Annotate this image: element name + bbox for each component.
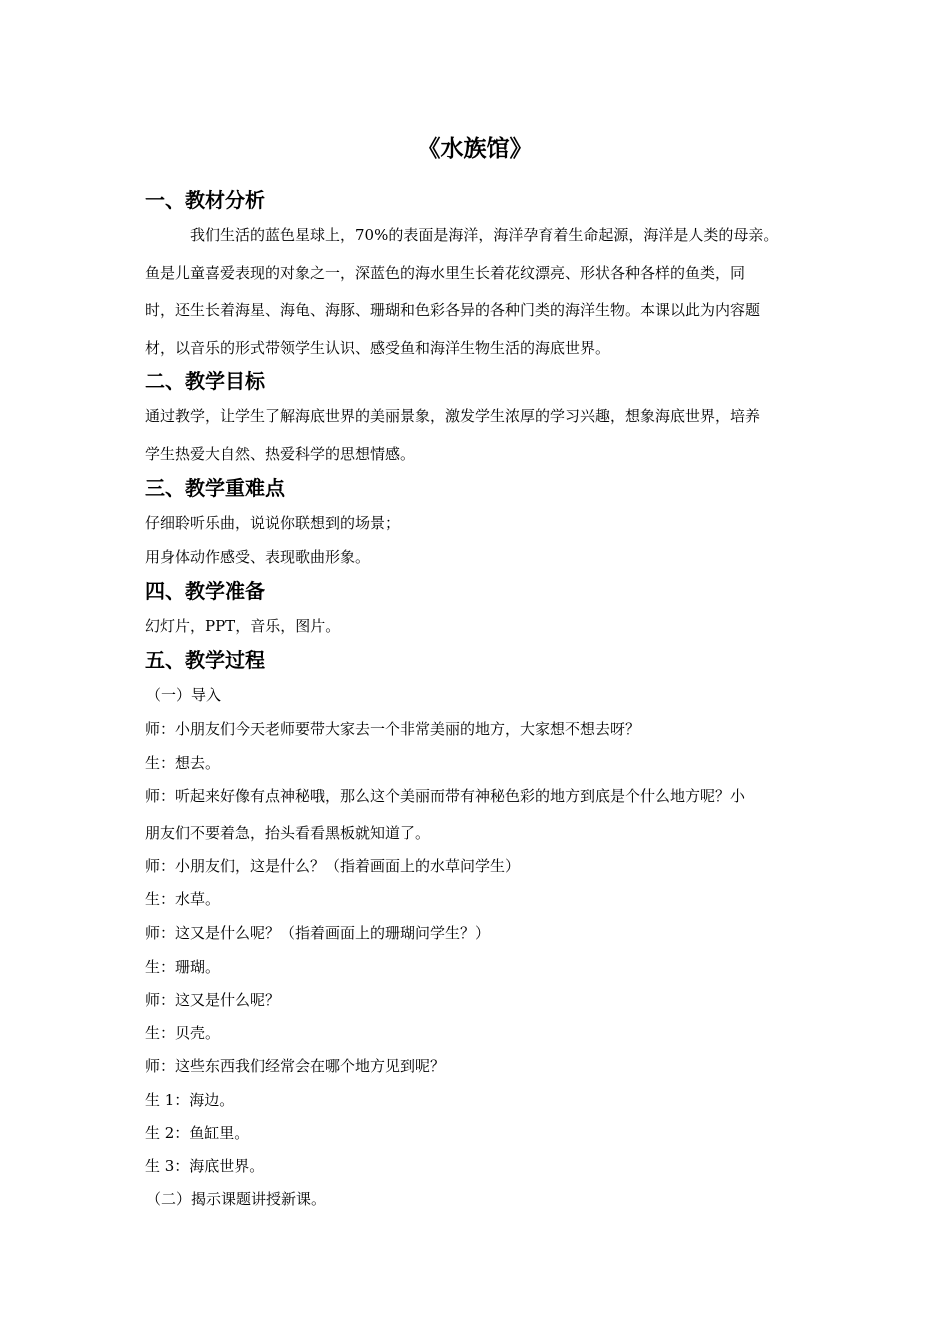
section-heading-teaching-process: 五、教学过程 <box>145 648 265 672</box>
dialogue-line: 生：贝壳。 <box>145 1024 221 1042</box>
dialogue-line: 生 3：海底世界。 <box>145 1157 265 1175</box>
section-heading-preparation: 四、教学准备 <box>145 579 265 603</box>
dialogue-line: 师：这又是什么呢？（指着画面上的珊瑚问学生？） <box>145 924 491 942</box>
section-heading-materials-analysis: 一、教材分析 <box>145 188 265 212</box>
dialogue-line: 师：小朋友们，这是什么？（指着画面上的水草问学生） <box>145 857 521 875</box>
subsection-label: （二）揭示课题讲授新课。 <box>146 1190 327 1208</box>
dialogue-line: 生：想去。 <box>145 754 221 772</box>
dialogue-line: 师：这又是什么呢？ <box>145 991 281 1009</box>
dialogue-line: 生：水草。 <box>145 890 221 908</box>
paragraph-line: 用身体动作感受、表现歌曲形象。 <box>145 548 371 566</box>
dialogue-line: 师：这些东西我们经常会在哪个地方见到呢？ <box>145 1057 446 1075</box>
section-heading-teaching-goals: 二、教学目标 <box>145 369 265 393</box>
section-heading-key-difficulties: 三、教学重难点 <box>145 476 285 500</box>
paragraph-line: 材，以音乐的形式带领学生认识、感受鱼和海洋生物生活的海底世界。 <box>145 339 611 357</box>
paragraph-line: 幻灯片，PPT，音乐，图片。 <box>145 617 341 635</box>
dialogue-line: 生 1：海边。 <box>145 1091 235 1109</box>
paragraph-line: 学生热爱大自然、热爱科学的思想情感。 <box>145 445 416 463</box>
dialogue-line: 师：听起来好像有点神秘哦，那么这个美丽而带有神秘色彩的地方到底是个什么地方呢？小 <box>145 787 746 805</box>
paragraph-line: 鱼是儿童喜爱表现的对象之一，深蓝色的海水里生长着花纹漂亮、形状各种各样的鱼类，同 <box>145 264 746 282</box>
dialogue-line: 生 2：鱼缸里。 <box>145 1124 250 1142</box>
paragraph-line: 时，还生长着海星、海龟、海豚、珊瑚和色彩各异的各种门类的海洋生物。本课以此为内容题 <box>145 301 761 319</box>
paragraph-line: 通过教学，让学生了解海底世界的美丽景象，激发学生浓厚的学习兴趣，想象海底世界，培养 <box>145 407 761 425</box>
paragraph-line: 我们生活的蓝色星球上，70%的表面是海洋，海洋孕育着生命起源，海洋是人类的母亲。 <box>190 226 779 244</box>
dialogue-line: 朋友们不要着急，抬头看看黑板就知道了。 <box>145 824 431 842</box>
paragraph-line: 仔细聆听乐曲，说说你联想到的场景； <box>145 514 401 532</box>
subsection-label: （一）导入 <box>146 686 222 704</box>
document-title: 《水族馆》 <box>417 136 533 162</box>
dialogue-line: 师：小朋友们今天老师要带大家去一个非常美丽的地方，大家想不想去呀？ <box>145 720 641 738</box>
dialogue-line: 生：珊瑚。 <box>145 958 221 976</box>
